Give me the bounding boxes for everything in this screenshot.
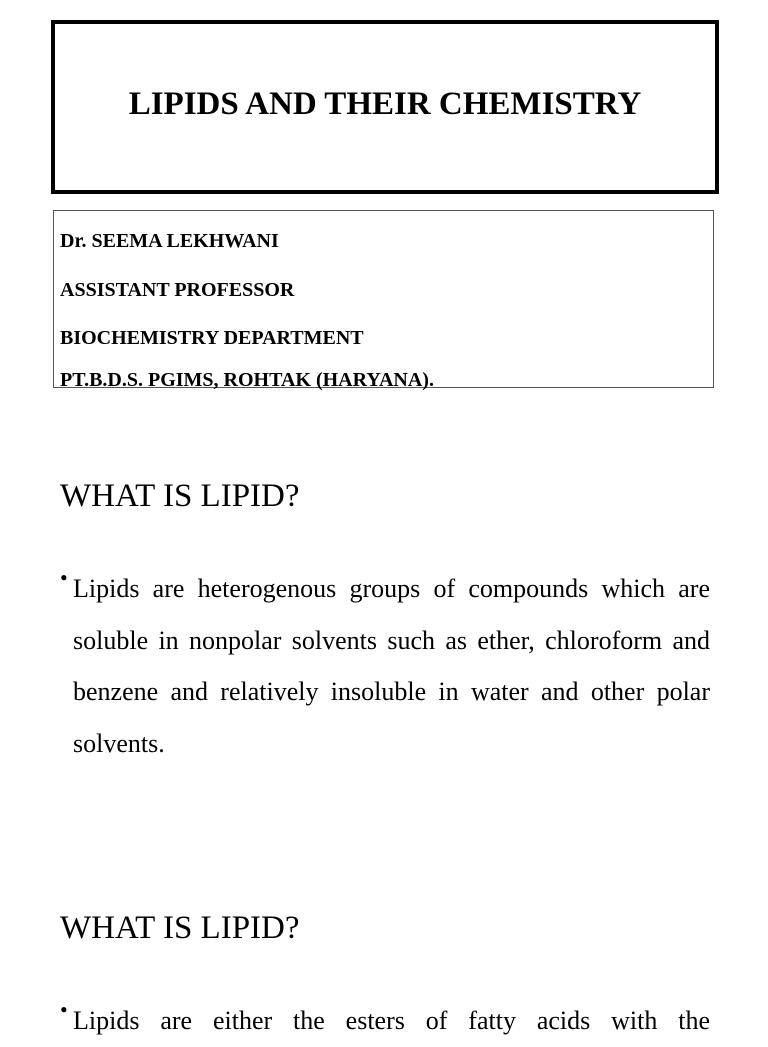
author-name: Dr. SEEMA LEKHWANI [60,230,279,252]
bullet-item-2 [60,995,710,1047]
author-info-box [53,210,714,391]
author-position: ASSISTANT PROFESSOR [60,279,295,301]
section-heading-2: WHAT IS LIPID? [60,910,300,946]
author-institution: PT.B.D.S. PGIMS, ROHTAK (HARYANA). [60,369,434,391]
bullet-text-2: Lipids are either the esters of fatty acids with the [73,1006,710,1035]
title-box [51,20,719,194]
bullet-text-1: Lipids are heterogenous groups of compounds which are soluble in nonpolar solvents such as ether, chloroform and benzene and relatively insoluble in water and other polar solvents. [73,574,710,758]
bullet-item-1 [60,563,710,769]
document-title: LIPIDS AND THEIR CHEMISTRY [128,85,642,122]
section-heading-1: WHAT IS LIPID? [60,478,300,514]
bullet-dot-icon: • [60,997,68,1022]
bullet-dot-icon: • [60,565,68,590]
author-department: BIOCHEMISTRY DEPARTMENT [60,327,364,349]
